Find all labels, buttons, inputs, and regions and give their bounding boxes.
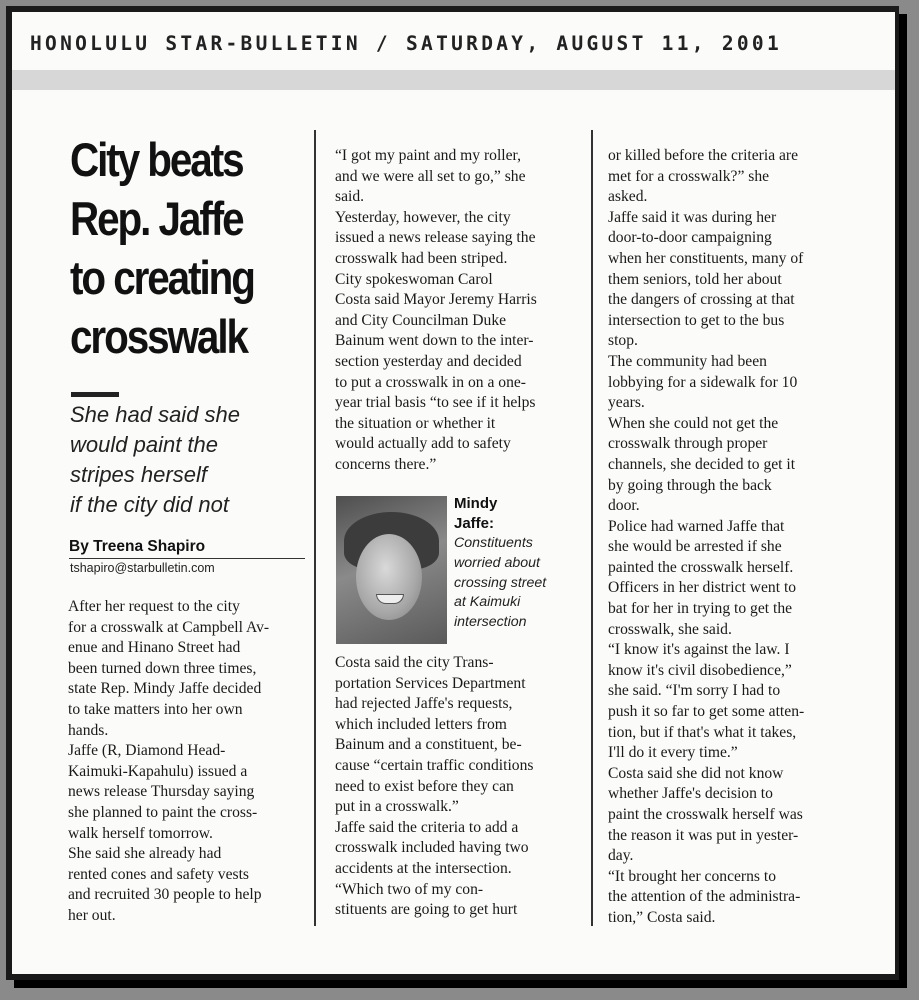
article-column-1: [68, 597, 304, 927]
article-line: “It brought her concerns to: [608, 867, 777, 885]
article-line: need to exist before they can: [335, 777, 514, 795]
article-line: and City Councilman Duke: [335, 311, 507, 329]
article-line: the reason it was put in yester-: [608, 826, 799, 844]
article-line: said.: [335, 188, 365, 206]
byline: By Treena Shapiro: [69, 538, 305, 559]
mindy-jaffe-photo: [336, 496, 447, 644]
article-line: Bainum and a constituent, be-: [335, 736, 522, 754]
article-line: door-to-door campaigning: [608, 229, 772, 247]
article-line: crosswalk through proper: [608, 435, 768, 453]
article-column-3: [608, 146, 844, 929]
headline: [70, 130, 268, 366]
article-line: push it so far to get some atten-: [608, 703, 805, 721]
article-line: for a crosswalk at Campbell Av-: [68, 618, 270, 636]
article-line: bat for her in trying to get the: [608, 600, 793, 618]
article-line: rented cones and safety vests: [68, 865, 249, 883]
article-line: “Which two of my con-: [335, 880, 484, 898]
masthead: HONOLULU STAR-BULLETIN / SATURDAY, AUGUST 11, 2001: [30, 32, 782, 55]
article-line: met for a crosswalk?” she: [608, 167, 770, 185]
article-line: to put a crosswalk in on a one-: [335, 373, 526, 391]
article-line: news release Thursday saying: [68, 783, 255, 801]
article-line: tion,” Costa said.: [608, 908, 716, 926]
article-line: the dangers of crossing at that: [608, 291, 795, 309]
caption-name-line: Jaffe:: [454, 515, 495, 532]
article-line: issued a news release saying the: [335, 229, 536, 247]
headline-line: crosswalk: [70, 310, 247, 363]
article-line: She said she already had: [68, 845, 222, 863]
article-line: crosswalk had been striped.: [335, 249, 508, 267]
article-line: put in a crosswalk.”: [335, 798, 459, 816]
article-line: the attention of the administra-: [608, 888, 801, 906]
masthead-rule: [12, 70, 895, 90]
headline-divider: [71, 392, 119, 397]
newspaper-clipping: [12, 12, 895, 974]
article-line: whether Jaffe's decision to: [608, 785, 773, 803]
article-line: walk herself tomorrow.: [68, 824, 213, 842]
article-line: the situation or whether it: [335, 414, 496, 432]
column-divider: [314, 130, 316, 926]
article-column-2-top: [335, 146, 571, 476]
article-line: painted the crosswalk herself.: [608, 558, 794, 576]
article-line: I'll do it every time.”: [608, 744, 738, 762]
article-line: been turned down three times,: [68, 659, 257, 677]
article-line: channels, she decided to get it: [608, 455, 796, 473]
article-line: tion, but if that's what it takes,: [608, 723, 797, 741]
article-line: day.: [608, 847, 634, 865]
article-line: enue and Hinano Street had: [68, 639, 241, 657]
article-line: Bainum went down to the inter-: [335, 332, 534, 350]
article-column-2-bottom: [335, 653, 571, 921]
photo-caption-name: [454, 494, 497, 534]
article-line: portation Services Department: [335, 674, 526, 692]
article-line: “I got my paint and my roller,: [335, 147, 522, 164]
article-line: years.: [608, 394, 645, 412]
caption-line: intersection: [454, 614, 527, 631]
article-line: stituents are going to get hurt: [335, 901, 518, 919]
article-line: asked.: [608, 188, 648, 206]
article-line: Yesterday, however, the city: [335, 208, 511, 226]
article-line: City spokeswoman Carol: [335, 270, 493, 288]
article-line: The community had been: [608, 352, 767, 370]
article-line: crosswalk, she said.: [608, 620, 732, 638]
article-line: Jaffe said it was during her: [608, 208, 777, 226]
article-line: Officers in her district went to: [608, 579, 797, 597]
article-line: Police had warned Jaffe that: [608, 517, 785, 535]
article-line: know it's civil disobedience,”: [608, 661, 792, 679]
article-line: she planned to paint the cross-: [68, 803, 258, 821]
article-line: Jaffe (R, Diamond Head-: [68, 742, 226, 760]
subheadline-line: if the city did not: [70, 492, 229, 517]
article-line: concerns there.”: [335, 455, 437, 473]
caption-line: worried about: [454, 554, 540, 571]
article-line: “I know it's against the law. I: [608, 641, 790, 659]
article-line: intersection to get to the bus: [608, 311, 785, 329]
article-line: them seniors, told her about: [608, 270, 782, 288]
caption-name-line: Mindy: [454, 495, 498, 512]
subheadline-line: would paint the: [70, 432, 218, 457]
author-email: tshapiro@starbulletin.com: [70, 561, 215, 575]
article-line: she would be arrested if she: [608, 538, 782, 556]
article-line: Costa said Mayor Jeremy Harris: [335, 291, 537, 309]
article-line: Costa said the city Trans-: [335, 654, 494, 671]
article-line: would actually add to safety: [335, 435, 511, 453]
subheadline-line: stripes herself: [70, 462, 207, 487]
article-line: lobbying for a sidewalk for 10: [608, 373, 798, 391]
article-line: crosswalk included having two: [335, 839, 529, 857]
headline-line: City beats: [70, 133, 243, 186]
column-divider: [591, 130, 593, 926]
article-line: section yesterday and decided: [335, 352, 522, 370]
subheadline: [70, 400, 310, 520]
article-line: Costa said she did not know: [608, 764, 784, 782]
article-line: or killed before the criteria are: [608, 147, 799, 164]
caption-line: at Kaimuki: [454, 594, 521, 611]
headline-line: Rep. Jaffe: [70, 192, 243, 245]
article-line: Jaffe said the criteria to add a: [335, 818, 519, 836]
caption-line: Constituents: [454, 535, 533, 551]
article-line: year trial basis “to see if it helps: [335, 394, 536, 412]
article-line: cause “certain traffic conditions: [335, 756, 534, 774]
subheadline-line: She had said she: [70, 402, 241, 427]
article-line: and we were all set to go,” she: [335, 167, 526, 185]
article-line: hands.: [68, 721, 109, 739]
article-line: when her constituents, many of: [608, 249, 804, 267]
article-line: to take matters into her own: [68, 700, 243, 718]
article-line: which included letters from: [335, 715, 507, 733]
caption-line: crossing street: [454, 574, 547, 591]
article-line: Kaimuki-Kapahulu) issued a: [68, 762, 248, 780]
article-line: stop.: [608, 332, 638, 350]
article-line: state Rep. Mindy Jaffe decided: [68, 680, 262, 698]
headline-line: to creating: [70, 251, 254, 304]
article-line: After her request to the city: [68, 598, 240, 615]
photo-face: [356, 534, 422, 620]
article-line: and recruited 30 people to help: [68, 886, 262, 904]
article-line: door.: [608, 497, 640, 515]
article-line: paint the crosswalk herself was: [608, 806, 803, 823]
article-line: she said. “I'm sorry I had to: [608, 682, 781, 700]
article-line: had rejected Jaffe's requests,: [335, 695, 513, 713]
article-line: When she could not get the: [608, 414, 779, 432]
photo-caption: [454, 534, 572, 633]
article-line: accidents at the intersection.: [335, 859, 512, 877]
article-line: by going through the back: [608, 476, 772, 494]
article-line: her out.: [68, 906, 116, 924]
